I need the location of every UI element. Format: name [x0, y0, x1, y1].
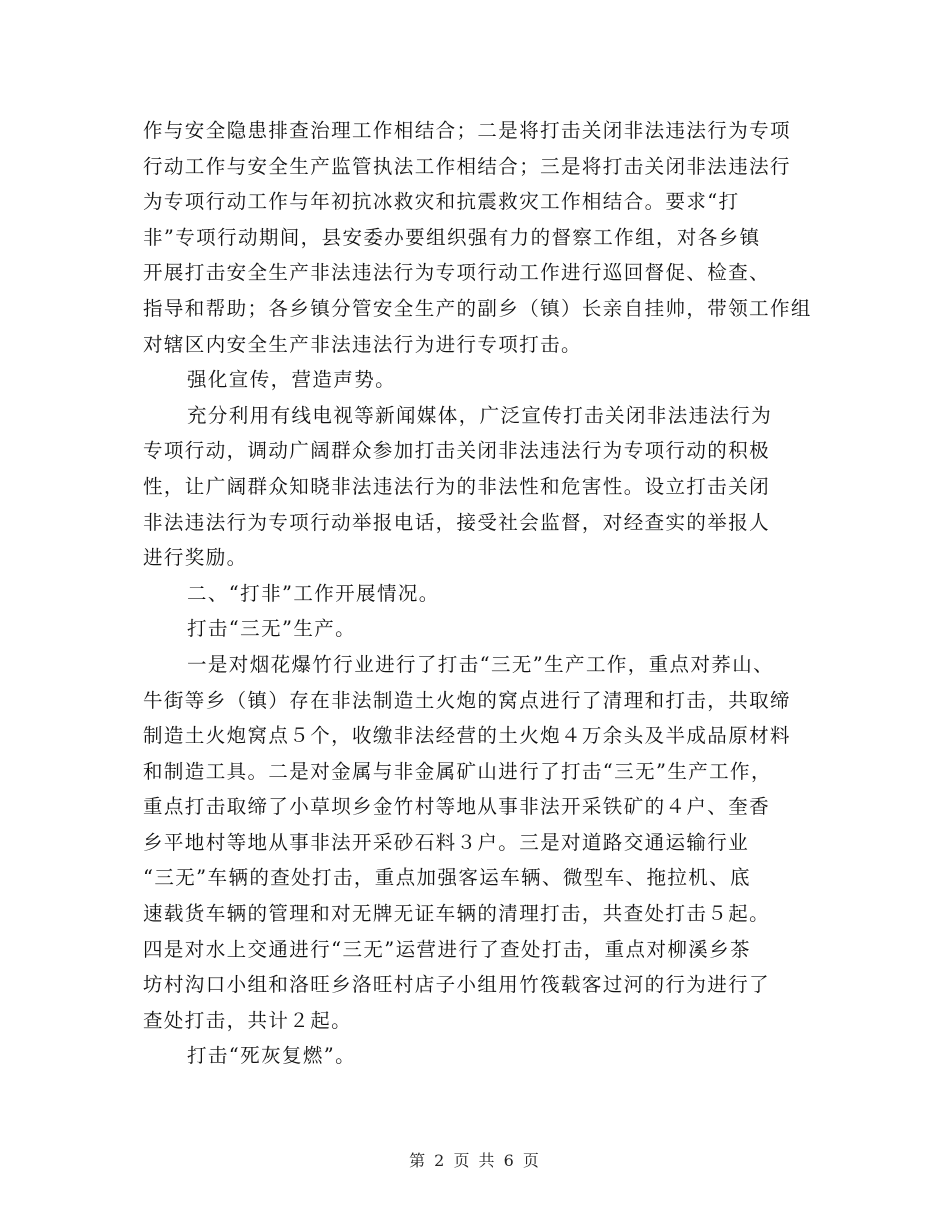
text-line: 四是对水上交通进行“三无”运营进行了查处打击，重点对柳溪乡茶	[143, 937, 751, 961]
text-line: 制造土火炮窝点５个，收缴非法经营的土火炮４万余头及半成品原材料	[143, 724, 791, 748]
text-line: 指导和帮助；各乡镇分管安全生产的副乡（镇）长亲自挂帅，带领工作组	[143, 296, 812, 320]
section-heading: 二、“打非”工作开展情况。	[187, 581, 440, 605]
text-line: 性，让广阔群众知晓非法违法行为的非法性和危害性。设立打击关闭	[143, 474, 771, 498]
section-heading: 打击“死灰复燃”。	[187, 1044, 357, 1068]
page-number: 第 2 页 共 6 页	[409, 1151, 541, 1170]
text-line: 专项行动，调动广阔群众参加打击关闭非法违法行为专项行动的积极	[143, 439, 771, 463]
text-line: 对辖区内安全生产非法违法行为进行专项打击。	[143, 332, 582, 356]
text-line: 查处打击，共计２起。	[143, 1008, 353, 1032]
text-line: 速载货车辆的管理和对无牌无证车辆的清理打击，共查处打击５起。	[143, 902, 771, 926]
text-line: 牛街等乡（镇）存在非法制造土火炮的窝点进行了清理和打击，共取缔	[143, 688, 791, 712]
document-body	[143, 113, 813, 1074]
text-line: 行动工作与安全生产监管执法工作相结合；三是将打击关闭非法违法行	[143, 154, 791, 178]
section-heading: 打击“三无”生产。	[187, 617, 357, 641]
section-heading: 强化宣传，营造声势。	[187, 368, 397, 392]
text-line: 作与安全隐患排查治理工作相结合；二是将打击关闭非法违法行为专项	[143, 119, 791, 142]
text-line: 乡平地村等地从事非法开采砂石料３户。三是对道路交通运输行业	[143, 830, 750, 854]
text-line: 重点打击取缔了小草坝乡金竹村等地从事非法开采铁矿的４户、奎香	[143, 795, 771, 819]
text-line: 充分利用有线电视等新闻媒体，广泛宣传打击关闭非法违法行为	[187, 403, 773, 427]
text-line: “三无”车辆的查处打击，重点加强客运车辆、微型车、拖拉机、底	[143, 866, 751, 890]
text-line: 和制造工具。二是对金属与非金属矿山进行了打击“三无”生产工作，	[143, 759, 772, 783]
text-line: 非法违法行为专项行动举报电话，接受社会监督，对经查实的举报人	[143, 510, 771, 534]
text-line: 进行奖励。	[143, 546, 248, 570]
text-line: 坊村沟口小组和洛旺乡洛旺村店子小组用竹筏载客过河的行为进行了	[143, 973, 771, 997]
text-line: 为专项行动工作与年初抗冰救灾和抗震救灾工作相结合。要求“打	[143, 190, 740, 214]
text-line: 非”专项行动期间，县安委办要组织强有力的督察工作组，对各乡镇	[143, 225, 761, 249]
text-line: 一是对烟花爆竹行业进行了打击“三无”生产工作，重点对荞山、	[187, 652, 775, 676]
text-line: 开展打击安全生产非法违法行为专项行动工作进行巡回督促、检查、	[143, 261, 771, 285]
